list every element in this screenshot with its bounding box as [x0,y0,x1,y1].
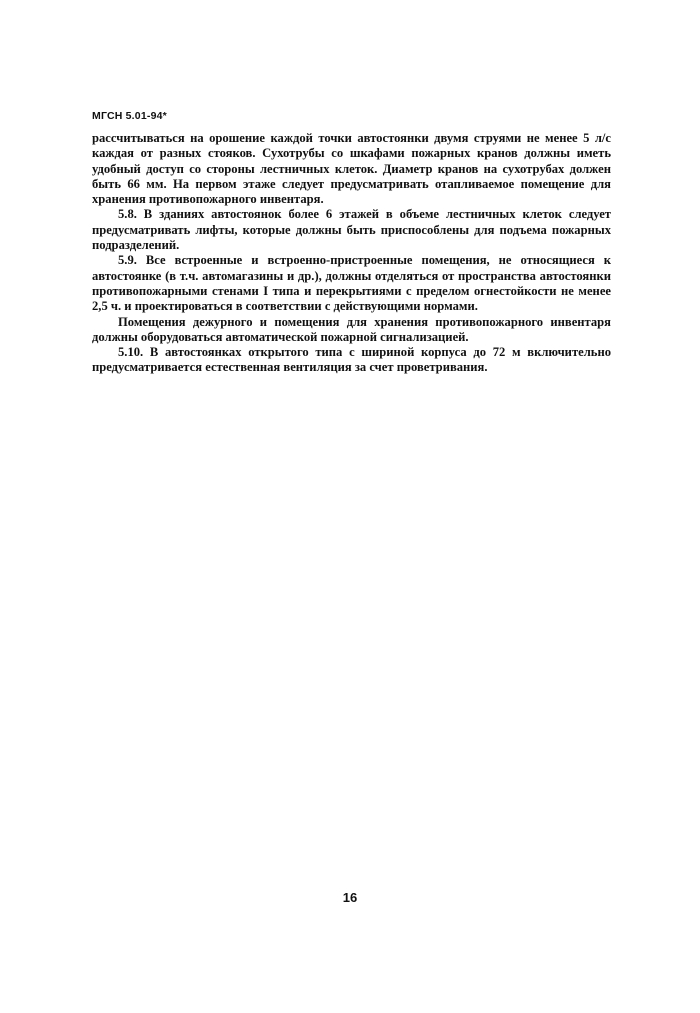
document-code-header: МГСН 5.01-94* [92,110,167,122]
paragraph-5-9: 5.9. Все встроенные и встроенно-пристроенные помещения, не относящиеся к автостоянке (в т.ч. автомагазины и др.), должны отделяться от пространства автостоянки противопожарными стенами I типа и перекрытиями с пределом огнестойкости не менее 2,5 ч. и проектироваться в соответствии с действующими нормами. [92,253,611,314]
paragraph-5-8: 5.8. В зданиях автостоянок более 6 этажей в объеме лестничных клеток следует предусматривать лифты, которые должны быть приспособлены для подъема пожарных подразделений. [92,207,611,253]
paragraph-duty-rooms: Помещения дежурного и помещения для хранения противопожарного инвентаря должны оборудоваться автоматической пожарной сигнализацией. [92,314,611,344]
paragraph-continuation: рассчитываться на орошение каждой точки автостоянки двумя струями не менее 5 л/с каждая от разных стояков. Сухотрубы со шкафами пожарных кранов должны иметь удобный доступ со стороны лестничных клеток. Диаметр кранов на сухотрубах должен быть 66 мм. На первом этаже следует предусматривать отапливаемое помещение для хранения противопожарного инвентаря. [92,131,611,207]
document-body [92,131,611,376]
page-number: 16 [342,890,358,905]
paragraph-5-10: 5.10. В автостоянках открытого типа с шириной корпуса до 72 м включительно предусматривается естественная вентиляция за счет проветривания. [92,345,611,375]
